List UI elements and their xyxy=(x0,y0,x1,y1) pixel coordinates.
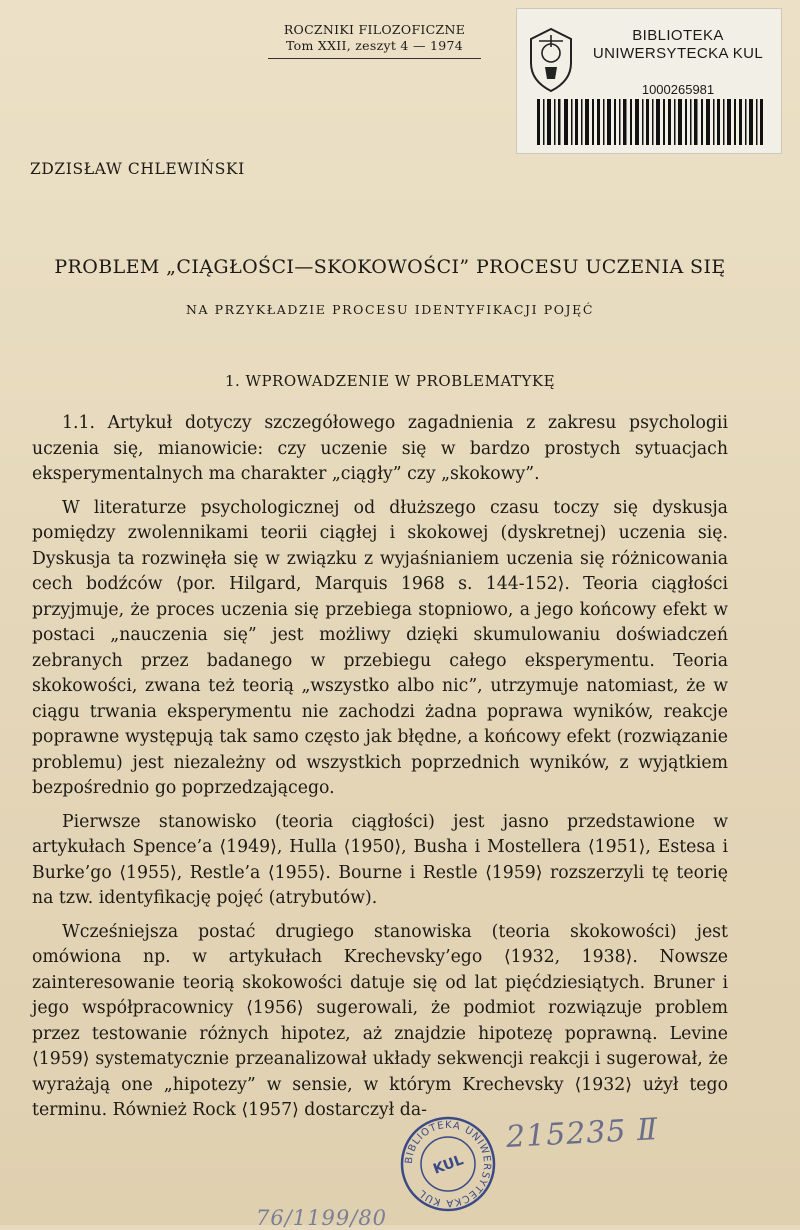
section-heading: 1. WPROWADZENIE W PROBLEMATYKĘ xyxy=(224,372,556,390)
barcode-number: 1000265981 xyxy=(641,82,715,97)
journal-volume: Tom XXII, zeszyt 4 — 1974 xyxy=(285,38,464,53)
article-title: PROBLEM „CIĄGŁOŚCI—SKOKOWOŚCI” PROCESU UCZENIA SIĘ xyxy=(54,256,726,278)
stamp-ring-text: BIBLIOTEKA UNIWERSYTECKA KUL xyxy=(403,1119,493,1209)
journal-name: ROCZNIKI FILOZOFICZNE xyxy=(283,22,466,37)
library-name: BIBLIOTEKA UNIWERSYTECKA KUL xyxy=(592,27,764,62)
paragraph: Pierwsze stanowisko (teoria ciągłości) jest jasno przedstawione w artykułach Spence’a ⟨1949⟩, Hulla ⟨1950⟩, Busha i Mostellera ⟨1951⟩, Estesa i Burke’go ⟨1955⟩, Restle’a ⟨1955⟩. Bourne i Restle ⟨1959⟩ rozszerzyli tę teorię na tzw. identyfikację pojęć (atrybutów). xyxy=(32,811,728,908)
library-barcode-label xyxy=(516,8,782,154)
paragraph: W literaturze psychologicznej od dłuższego czasu toczy się dyskusja pomiędzy zwolennikami teorii ciągłej i skokowej (dyskretnej) uczenia się. Dyskusja ta rozwinęła się w związku z wyjaśnianiem uczenia się różnicowania cech bodźców ⟨por. Hilgard, Marquis 1968 s. 144-152⟩. Teoria ciągłości przyjmuje, że proces uczenia się przebiega stopniowo, a jego końcowy efekt w postaci „nauczenia się” jest możliwy dzięki skumulowaniu doświadczeń zebranych przez badanego w przebiegu całego eksperymentu. Teoria skokowości, zwana też teorią „wszystko albo nic”, utrzymuje natomiast, że w ciągu trwania eksperymentu nie zachodzi żadna poprawa wyników, reakcje poprawne występują tak samo często jak błędne, a końcowy efekt (rozwiązanie problemu) jest niezależny od wszystkich poprzednich wyników, z wyjątkiem bezpośrednio go poprzedzającego. xyxy=(32,497,728,798)
article-body xyxy=(32,411,728,1132)
university-emblem-icon xyxy=(525,27,577,93)
author-name: ZDZISŁAW CHLEWIŃSKI xyxy=(30,160,245,178)
journal-header xyxy=(262,22,487,59)
paragraph: Wcześniejsza postać drugiego stanowiska (teoria skokowości) jest omówiona np. w artykułach Krechevsky’ego ⟨1932, 1938⟩. Nowsze zainteresowanie teorią skokowości datuje się od lat pięćdziesiątych. Bruner i jego współpracownicy ⟨1956⟩ sugerowali, że podmiot rozwiązuje problem przez testowanie różnych hipotez, aż znajdzie hipotezę poprawną. Levine ⟨1959⟩ systematycznie przeanalizował układy sekwencji reakcji i sugerował, że wyrażają one „hipotezy” w sensie, w którym Krechevsky ⟨1932⟩ użył tego terminu. Również Rock ⟨1957⟩ dostarczył da- xyxy=(32,921,728,1120)
paragraph: 1.1. Artykuł dotyczy szczegółowego zagadnienia z zakresu psychologii uczenia się, mianowicie: czy uczenie się w bardzo prostych sytuacjach eksperymentalnych ma charakter „ciągły” czy „skokowy”. xyxy=(32,413,728,484)
handwritten-note: 76/1199/80 xyxy=(256,1206,388,1230)
header-rule xyxy=(268,58,481,59)
handwritten-shelfmark: 215235 Ⅱ xyxy=(505,1112,660,1155)
library-stamp-icon xyxy=(398,1114,498,1214)
barcode xyxy=(537,99,765,145)
svg-text:KUL: KUL xyxy=(431,1152,466,1178)
article-subtitle: NA PRZYKŁADZIE PROCESU IDENTYFIKACJI POJĘĆ xyxy=(185,302,595,317)
